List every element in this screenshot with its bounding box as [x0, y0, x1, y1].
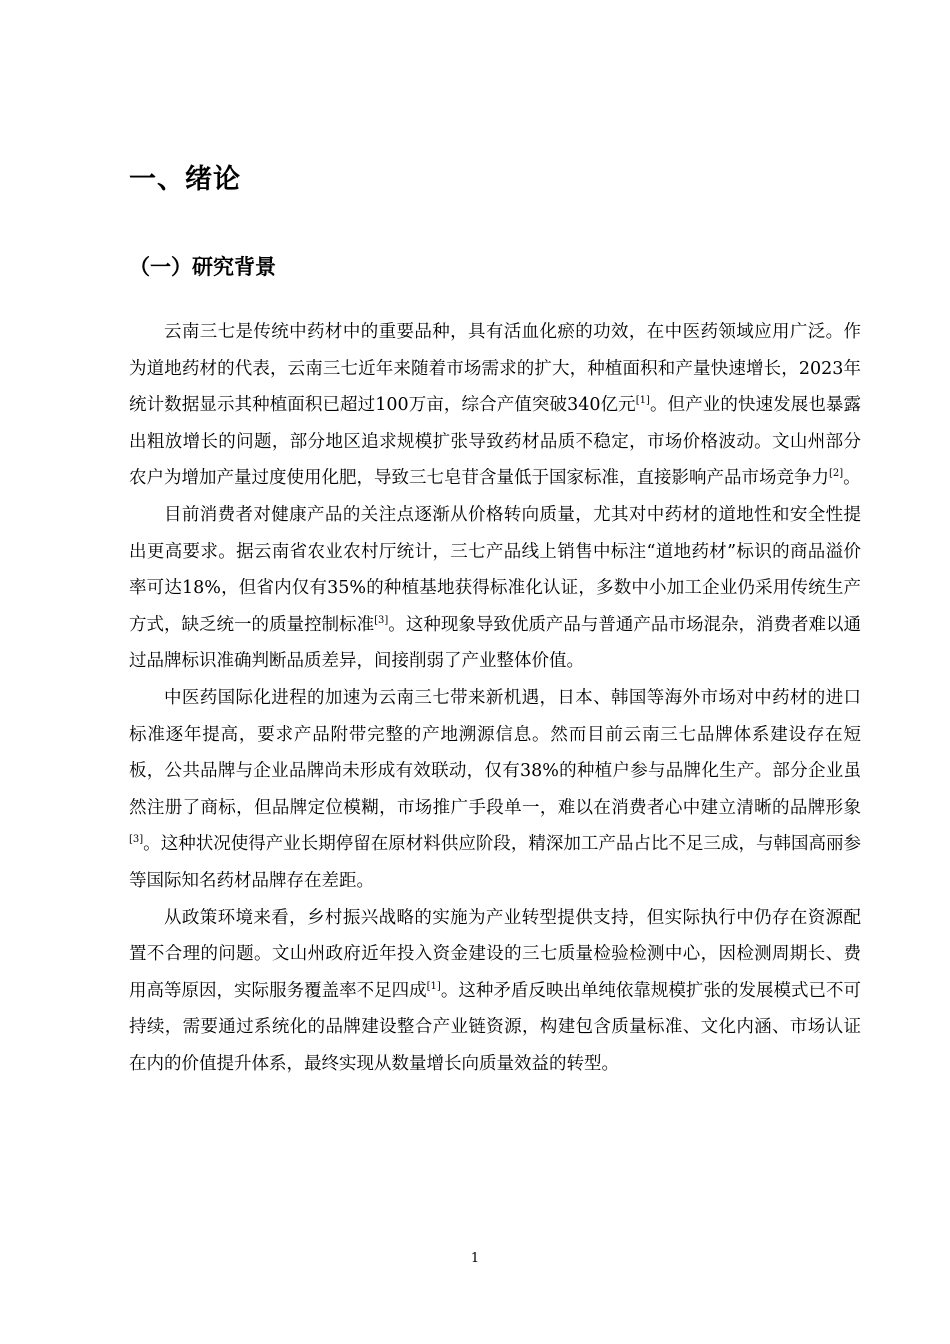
body-paragraph — [129, 314, 861, 497]
body-text — [129, 314, 861, 1082]
paragraph-text: 。这种矛盾反映出单纯依靠规模扩张的发展模式已不可持续，需要通过系统化的品牌建设整合产业链资源，构建包含质量标准、文化内涵、市场认证在内的价值提升体系，最终实现从数量增长向质量效益的转型。 — [129, 980, 862, 1074]
paragraph-text: 云南三七是传统中药材中的重要品种，具有活血化瘀的功效，在中医药领域应用广泛。作为道地药材的代表，云南三七近年来随着市场需求的扩大，种植面积和产量快速增长，2023年统计数据显示其种植面积已超过100万亩，综合产值突破340亿元 — [129, 322, 861, 416]
citation-marker: [1] — [635, 395, 650, 407]
body-paragraph — [129, 497, 861, 680]
paragraph-text: 。 — [843, 468, 861, 489]
body-paragraph — [129, 900, 861, 1083]
section-title: （一）研究背景 — [129, 255, 276, 279]
citation-marker: [3] — [374, 614, 389, 626]
citation-marker: [2] — [829, 468, 844, 480]
paragraph-text: 。这种现象导致优质产品与普通产品市场混杂，消费者难以通过品牌标识准确判断品质差异，间接削弱了产业整体价值。 — [129, 614, 862, 672]
body-paragraph — [129, 680, 861, 900]
paragraph-text: 中医药国际化进程的加速为云南三七带来新机遇，日本、韩国等海外市场对中药材的进口标准逐年提高，要求产品附带完整的产地溯源信息。然而目前云南三七品牌体系建设存在短板，公共品牌与企业品牌尚未形成有效联动，仅有38%的种植户参与品牌化生产。部分企业虽然注册了商标，但品牌定位模糊，市场推广手段单一，难以在消费者心中建立清晰的品牌形象 — [129, 687, 861, 818]
page-number: 1 — [470, 1251, 480, 1266]
chapter-title: 一、绪论 — [129, 164, 241, 195]
paragraph-text: 目前消费者对健康产品的关注点逐渐从价格转向质量，尤其对中药材的道地性和安全性提出更高要求。据云南省农业农村厅统计，三七产品线上销售中标注“道地药材”标识的商品溢价率可达18%，但省内仅有35%的种植基地获得标准化认证，多数中小加工企业仍采用传统生产方式，缺乏统一的质量控制标准 — [129, 504, 861, 635]
paragraph-text: 。这种状况使得产业长期停留在原材料供应阶段，精深加工产品占比不足三成，与韩国高丽参等国际知名药材品牌存在差距。 — [129, 834, 861, 891]
paragraph-text: 从政策环境来看，乡村振兴战略的实施为产业转型提供支持，但实际执行中仍存在资源配置不合理的问题。文山州政府近年投入资金建设的三七质量检验检测中心，因检测周期长、费用高等原因，实际服务覆盖率不足四成 — [129, 907, 861, 1001]
citation-marker: [1] — [426, 980, 441, 992]
paragraph-text: 。但产业的快速发展也暴露出粗放增长的问题，部分地区追求规模扩张导致药材品质不稳定，市场价格波动。文山州部分农户为增加产量过度使用化肥，导致三七皂苷含量低于国家标准，直接影响产品市场竞争力 — [129, 395, 862, 489]
citation-marker: [3] — [129, 834, 144, 846]
